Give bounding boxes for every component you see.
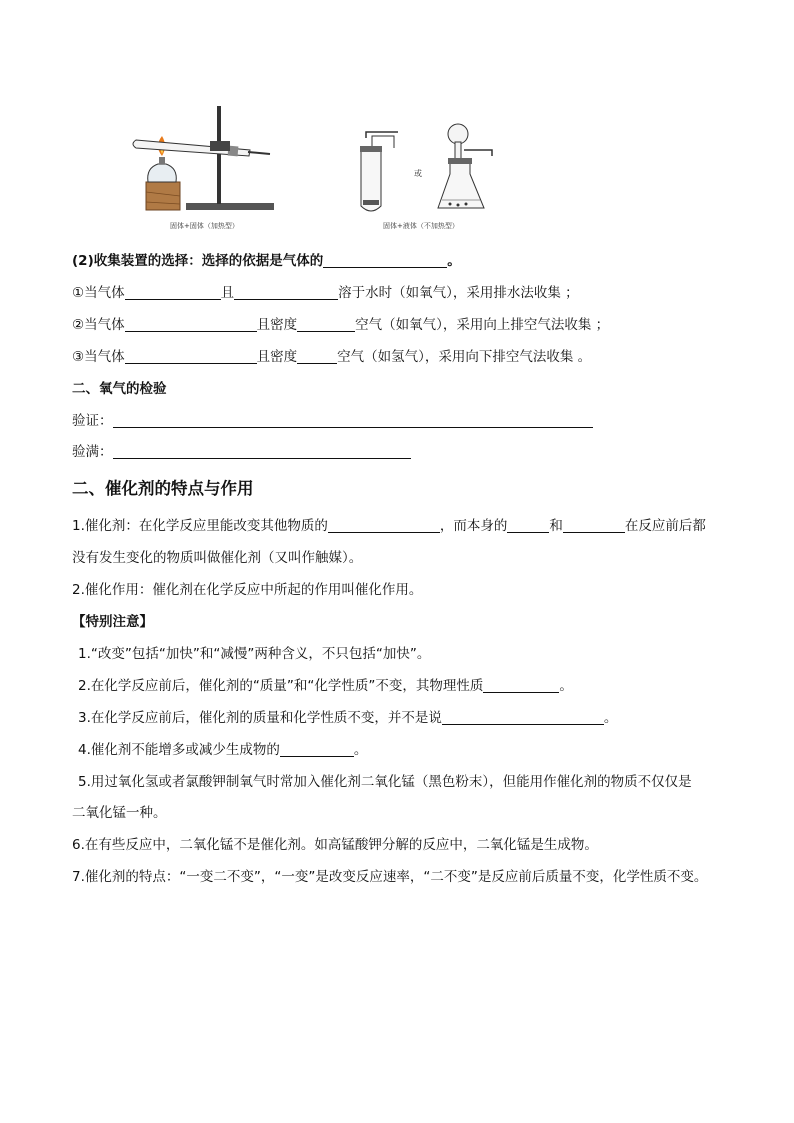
catalyst-p2: 2.催化作用：催化剂在化学反应中所起的作用叫催化作用。 (72, 582, 423, 598)
blank[interactable] (234, 284, 338, 300)
heating-apparatus-figure (128, 104, 278, 216)
delivery-tube (248, 152, 270, 154)
note-1: 1.“改变”包括“加快”和“减慢”两种含义，不只包括“加快”。 (78, 646, 431, 662)
left-figure-caption: 固体+固体（加热型） (170, 222, 239, 230)
note-7: 7.催化剂的特点：“一变二不变”，“一变”是改变反应速率，“二不变”是反应前后质量不变，化学性质不变。 (72, 869, 708, 885)
collect-line-2: ②当气体 且密度 空气（如氧气），采用向上排空气法收集 ； (72, 317, 610, 333)
blank[interactable] (297, 316, 355, 332)
blank[interactable] (125, 316, 257, 332)
stand-base (186, 203, 274, 210)
catalyst-heading: 二、催化剂的特点与作用 (72, 479, 254, 498)
note-4: 4.催化剂不能增多或减少生成物的 。 (78, 742, 368, 758)
blank[interactable] (125, 284, 221, 300)
note-5: 5.用过氧化氢或者氯酸钾制氧气时常加入催化剂二氧化锰（黑色粉末），但能用作催化剂的物质不仅仅是 (78, 774, 692, 790)
note-2: 2.在化学反应前后，催化剂的“质量”和“化学性质”不变，其物理性质 。 (78, 678, 573, 694)
collect-line-3: ③当气体 且密度 空气（如氢气），采用向下排空气法收集 。 (72, 349, 592, 365)
blank[interactable] (113, 443, 411, 459)
note-5-cont: 二氧化锰一种。 (72, 805, 167, 821)
wooden-block (146, 182, 180, 210)
collect-title: (2)收集装置的选择：选择的依据是气体的 。 (72, 253, 461, 269)
blank[interactable] (507, 517, 549, 533)
stand-pole (217, 106, 221, 204)
blank[interactable] (297, 348, 337, 364)
blank[interactable] (328, 517, 440, 533)
alcohol-lamp (148, 164, 177, 182)
blank[interactable] (125, 348, 257, 364)
blank[interactable] (442, 709, 604, 725)
test-heading: 二、氧气的检验 (72, 381, 167, 397)
clamp (210, 141, 230, 151)
catalyst-p1-cont: 没有发生变化的物质叫做催化剂（又叫作触媒）。 (72, 550, 363, 566)
flask-apparatus-figure (436, 104, 496, 214)
full-line: 验满： (72, 442, 411, 462)
test-tube (133, 140, 250, 156)
tube-apparatus-figure (352, 128, 402, 214)
or-text: 或 (414, 169, 422, 178)
blank[interactable] (280, 741, 354, 757)
notes-heading: 【特别注意】 (72, 614, 153, 630)
blank[interactable] (483, 677, 559, 693)
note-3: 3.在化学反应前后，催化剂的质量和化学性质不变，并不是说 。 (78, 710, 618, 726)
collect-line-1: ①当气体 且 溶于水时（如氧气），采用排水法收集 ； (72, 285, 579, 301)
catalyst-p1: 1.催化剂：在化学反应里能改变其他物质的 ，而本身的 和 在反应前后都 (72, 518, 706, 534)
blank[interactable] (323, 252, 447, 268)
blank[interactable] (113, 412, 593, 428)
verify-line: 验证： (72, 411, 593, 431)
right-figure-caption: 固体+液体（不加热型） (383, 222, 459, 230)
note-6: 6.在有些反应中，二氧化锰不是催化剂。如高锰酸钾分解的反应中，二氧化锰是生成物。 (72, 837, 598, 853)
blank[interactable] (563, 517, 625, 533)
